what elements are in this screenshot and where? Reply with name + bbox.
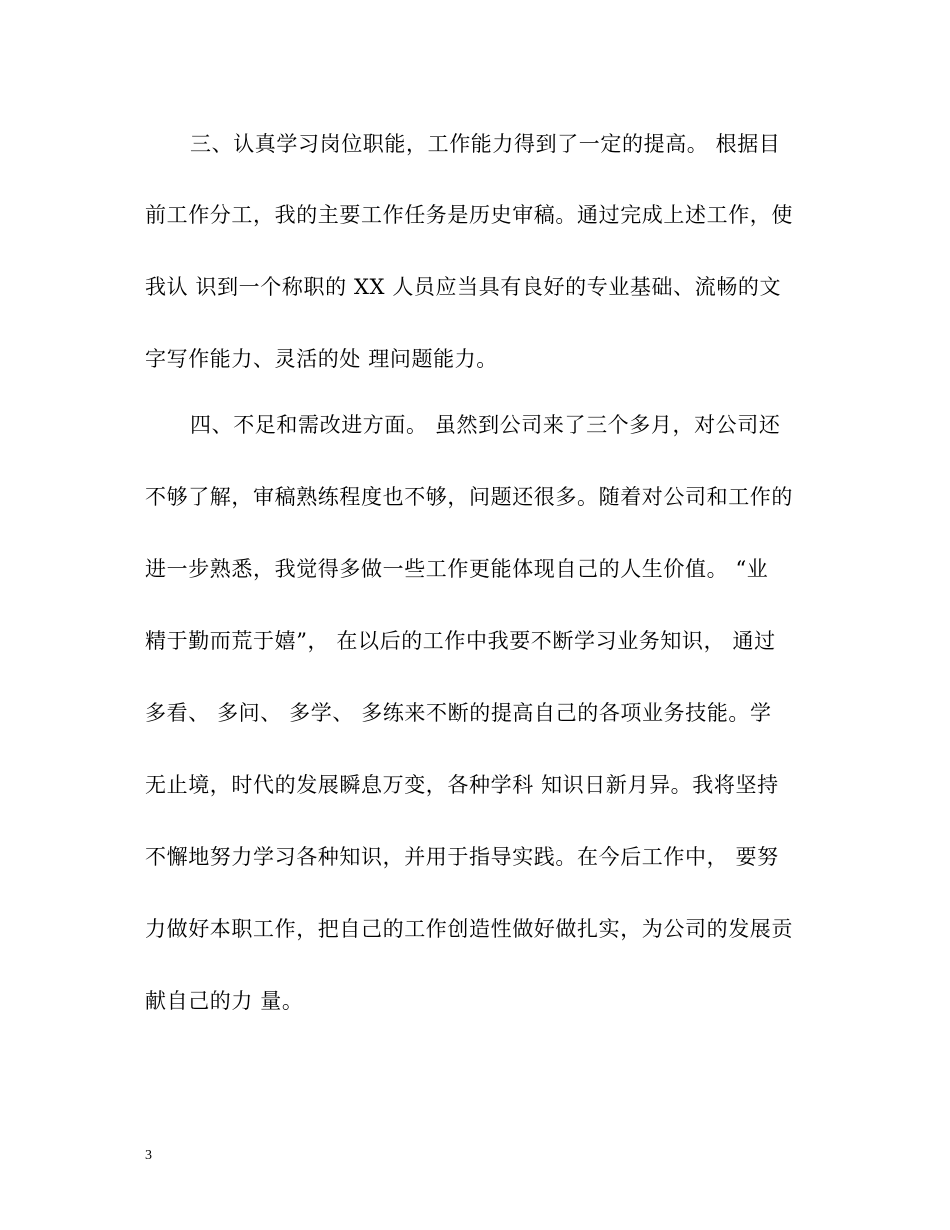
paragraph-2-line-2: 不够了解，审稿熟练程度也不够，问题还很多。随着对公司和工作的 — [145, 485, 793, 509]
paragraph-1-line-4: 字写作能力、灵活的处 理问题能力。 — [145, 347, 498, 371]
paragraph-2-line-5: 多看、 多问、 多学、 多练来不断的提高自己的各项业务技能。学 — [145, 701, 772, 725]
paragraph-2-line-9: 献自己的力 量。 — [145, 989, 304, 1013]
paragraph-1-line-2: 前工作分工，我的主要工作任务是历史审稿。通过完成上述工作，使 — [145, 203, 793, 227]
page-number: 3 — [145, 1148, 152, 1163]
paragraph-2-line-8: 力做好本职工作，把自己的工作创造性做好做扎实，为公司的发展贡 — [145, 917, 793, 941]
paragraph-2-line-6: 无止境，时代的发展瞬息万变，各种学科 知识日新月异。我将坚持 — [145, 773, 779, 797]
paragraph-2-line-4: 精于勤而荒于嬉”， 在以后的工作中我要不断学习业务知识， 通过 — [145, 629, 776, 653]
paragraph-2-line-3: 进一步熟悉，我觉得多做一些工作更能体现自己的人生价值。 “业 — [145, 557, 769, 581]
paragraph-2-line-1: 四、不足和需改进方面。 虽然到公司来了三个多月，对公司还 — [190, 413, 781, 437]
paragraph-2-line-7: 不懈地努力学习各种知识，并用于指导实践。在今后工作中， 要努 — [145, 845, 779, 869]
paragraph-1-line-3: 我认 识到一个称职的 XX 人员应当具有良好的专业基础、流畅的文 — [145, 275, 782, 299]
paragraph-1-line-1: 三、认真学习岗位职能，工作能力得到了一定的提高。 根据目 — [190, 132, 781, 156]
